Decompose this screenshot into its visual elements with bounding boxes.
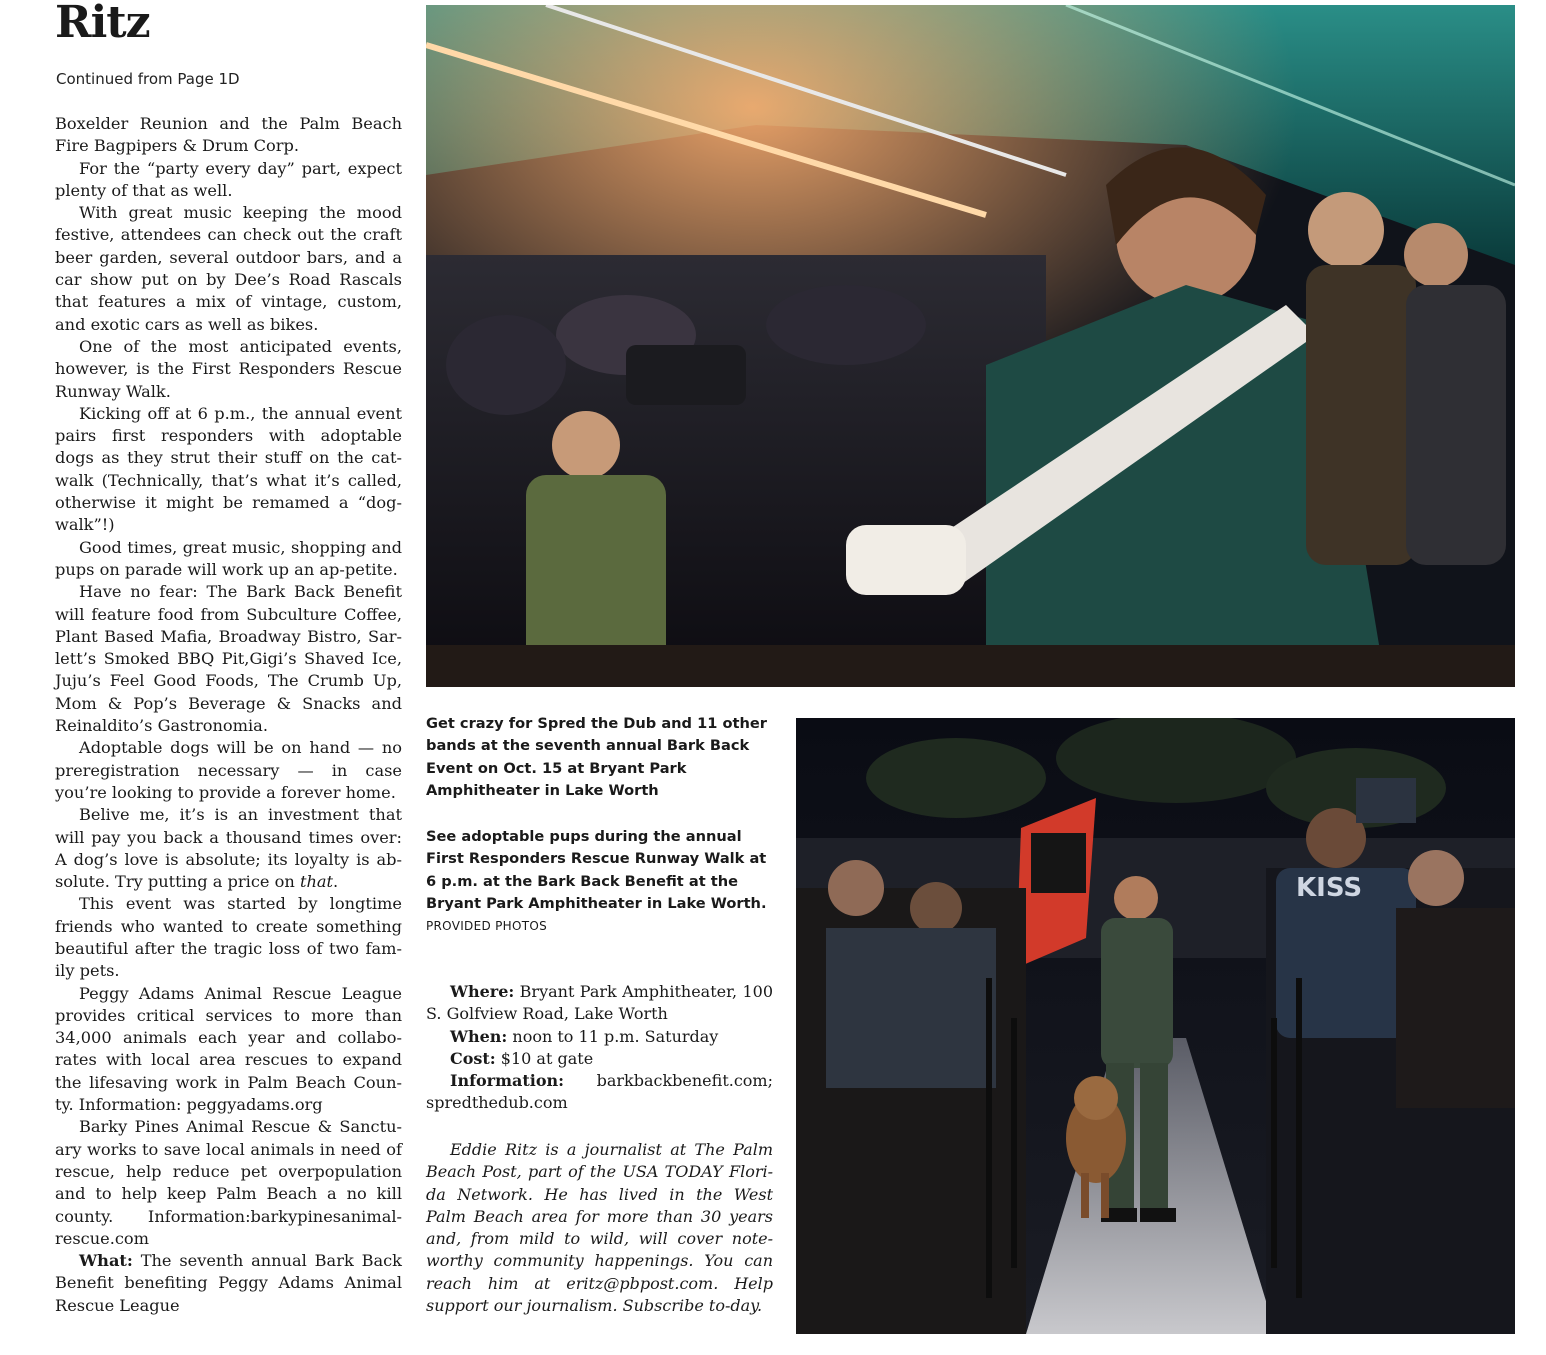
body-paragraph: Good times, great music, shopping and pups on parade will work up an ap-petite.	[55, 537, 402, 579]
concert-photo	[426, 5, 1515, 687]
body-text: .	[333, 872, 339, 892]
where-label: Where:	[450, 982, 515, 1001]
cost-value: $10 at gate	[495, 1048, 594, 1068]
caption-text-wrap	[426, 826, 776, 937]
body-paragraph: Have no fear: The Bark Back Benefit will feature food from Subculture Coffee, Plant Based Mafia, Broadway Bistro, Sar-lett’s Smoked BBQ Pit,Gigi’s Shaved Ice, Juju’s Feel Good Foods, The Crumb Up, Mom & Pop’s Beverage & Snacks and Reinaldito’s Gastronomia.	[55, 582, 402, 736]
body-paragraph: Barky Pines Animal Rescue & Sanctu-ary works to save local animals in need of rescue, help reduce pet overpopulation and to help keep Palm Beach a no kill county. Information:barkypinesanimal-rescue.com	[55, 1117, 402, 1248]
info-label: Information:	[450, 1071, 565, 1091]
body-paragraph: For the “party every day” part, expect plenty of that as well.	[55, 158, 402, 200]
photo-credit: PROVIDED PHOTOS	[426, 919, 548, 934]
photo-caption-2	[426, 826, 776, 937]
body-paragraph: With great music keeping the mood festive, attendees can check out the craft beer garden, several outdoor bars, and a car show put on by Dee’s Road Rascals that features a mix of vintage, custom, and exotic cars as well as bikes.	[55, 203, 402, 334]
article-column-left	[55, 113, 402, 1317]
body-paragraph	[55, 804, 402, 893]
shirt-logo: KISS	[1296, 873, 1363, 903]
when-line	[426, 1026, 773, 1048]
event-factbox	[426, 981, 773, 1115]
what-text: The seventh annual Bark Back Benefit benefiting Peggy Adams Animal Rescue League	[55, 1251, 402, 1315]
info-line	[426, 1070, 773, 1115]
body-paragraph: This event was started by longtime friends who wanted to create something beautiful after the tragic loss of two fam-ily pets.	[55, 894, 402, 981]
body-text: Belive me, it’s is an investment that will pay you back a thousand times over: A dog’s love is absolute; its loyalty is ab-solute. Try putting a price on	[55, 805, 402, 892]
where-line	[426, 981, 773, 1026]
body-paragraph: Adoptable dogs will be on hand — no preregistration necessary — in case you’re looking to provide a forever home.	[55, 738, 402, 802]
cost-label: Cost:	[450, 1048, 496, 1068]
body-paragraph: Kicking off at 6 p.m., the annual event pairs first responders with adoptable dogs as they strut their stuff on the cat-walk (Technically, that’s what it’s called, otherwise it might be remamed a “dog-walk”!)	[55, 403, 402, 535]
what-paragraph	[55, 1250, 402, 1317]
headline: Ritz	[55, 0, 150, 48]
info-value: barkbackbenefit.com; spredthedub.com	[426, 1071, 773, 1113]
photo-caption-1	[426, 713, 776, 802]
when-label: When:	[450, 1026, 508, 1046]
what-label: What:	[79, 1251, 133, 1271]
body-paragraph: Peggy Adams Animal Rescue League provides critical services to more than 34,000 animals each year and collabo-rates with local area rescues to expand the lifesaving work in Palm Beach Coun-ty. Information: peggyadams.org	[55, 983, 402, 1115]
emphasis-text: that	[299, 872, 334, 892]
cost-line	[426, 1048, 773, 1070]
runway-walk-photo	[796, 718, 1515, 1334]
where-value: Bryant Park Amphitheater, 100 S. Golfview Road, Lake Worth	[426, 982, 773, 1024]
author-bio: Eddie Ritz is a journalist at The Palm Beach Post, part of the USA TODAY Flori-da Network. He has lived in the West Palm Beach area for more than 30 years and, from mild to wild, will cover note-worthy community happenings. You can reach him at eritz@pbpost.com. Help support our journalism. Subscribe to-day.	[426, 1140, 773, 1316]
when-value: noon to 11 p.m. Saturday	[507, 1026, 719, 1046]
body-paragraph: Boxelder Reunion and the Palm Beach Fire Bagpipers & Drum Corp.	[55, 114, 402, 156]
body-paragraph: One of the most anticipated events, however, is the First Responders Rescue Runway Walk.	[55, 336, 402, 401]
runway-walk-illustration	[796, 718, 1515, 1334]
caption-text: See adoptable pups during the annual First Responders Rescue Runway Walk at 6 p.m. at the Bark Back Benefit at the Bryant Park Amphitheater in Lake Worth.	[426, 828, 767, 912]
concert-photo-illustration	[426, 5, 1515, 687]
continued-from-label: Continued from Page 1D	[56, 70, 240, 88]
caption-text: Get crazy for Spred the Dub and 11 other bands at the seventh annual Bark Back Event on Oct. 15 at Bryant Park Amphitheater in Lake Worth	[426, 715, 767, 799]
